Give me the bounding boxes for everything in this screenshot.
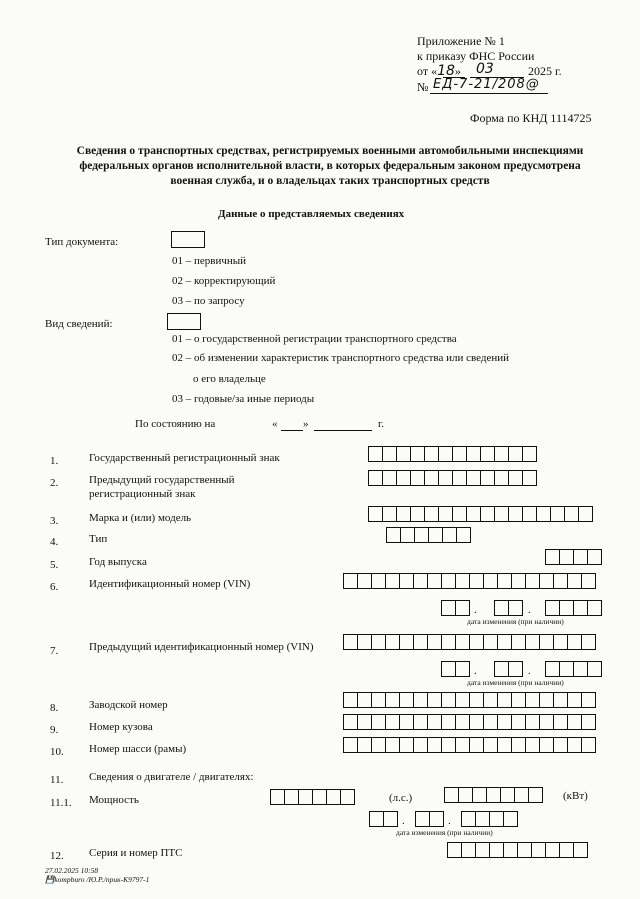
input-cell[interactable] bbox=[553, 714, 568, 730]
input-cell[interactable] bbox=[455, 634, 470, 650]
vin-cells[interactable] bbox=[343, 573, 596, 589]
prev-vin-cells[interactable] bbox=[343, 634, 596, 650]
input-cell[interactable] bbox=[522, 506, 537, 522]
field-label-power: Мощность bbox=[89, 794, 139, 806]
input-cell[interactable] bbox=[494, 661, 509, 677]
field-label-prev-plate: Предыдущий государственный bbox=[89, 474, 235, 486]
input-cell[interactable] bbox=[326, 789, 341, 805]
input-cell[interactable] bbox=[357, 692, 372, 708]
input-cell[interactable] bbox=[494, 446, 509, 462]
input-cell[interactable] bbox=[497, 714, 512, 730]
input-cell[interactable] bbox=[539, 573, 554, 589]
input-cell[interactable] bbox=[455, 661, 470, 677]
input-cell[interactable] bbox=[415, 811, 430, 827]
input-cell[interactable] bbox=[424, 506, 439, 522]
input-cell[interactable] bbox=[427, 634, 442, 650]
field-label-make-model: Марка и (или) модель bbox=[89, 512, 192, 524]
change-date-note: дата изменения (при наличии) bbox=[396, 828, 493, 837]
field-label-factory-number: Заводской номер bbox=[89, 699, 168, 711]
input-cell[interactable] bbox=[536, 506, 551, 522]
input-cell[interactable] bbox=[455, 600, 470, 616]
power-change-year[interactable] bbox=[461, 811, 518, 827]
input-cell[interactable] bbox=[480, 446, 495, 462]
input-cell[interactable] bbox=[573, 842, 588, 858]
as-of-year-suffix: г. bbox=[378, 418, 385, 430]
input-cell[interactable] bbox=[357, 714, 372, 730]
input-cell[interactable] bbox=[539, 634, 554, 650]
input-cell[interactable] bbox=[539, 737, 554, 753]
input-cell[interactable] bbox=[385, 714, 400, 730]
input-cell[interactable] bbox=[298, 789, 313, 805]
input-cell[interactable] bbox=[489, 842, 504, 858]
pts-cells[interactable] bbox=[447, 842, 588, 858]
input-cell[interactable] bbox=[400, 527, 415, 543]
input-cell[interactable] bbox=[452, 446, 467, 462]
input-cell[interactable] bbox=[553, 692, 568, 708]
input-cell[interactable] bbox=[424, 470, 439, 486]
input-cell[interactable] bbox=[587, 661, 602, 677]
input-cell[interactable] bbox=[385, 634, 400, 650]
form-code: Форма по КНД 1114725 bbox=[470, 111, 592, 125]
footer-file bbox=[45, 875, 149, 885]
input-cell[interactable] bbox=[456, 527, 471, 543]
input-cell[interactable] bbox=[511, 692, 526, 708]
vin-change-month[interactable] bbox=[494, 600, 523, 616]
input-cell[interactable] bbox=[424, 446, 439, 462]
input-cell[interactable] bbox=[461, 811, 476, 827]
input-cell[interactable] bbox=[503, 842, 518, 858]
input-cell[interactable] bbox=[427, 737, 442, 753]
power-kw-cells[interactable] bbox=[444, 787, 543, 803]
input-cell[interactable] bbox=[368, 506, 383, 522]
input-cell[interactable] bbox=[414, 527, 429, 543]
input-cell[interactable] bbox=[343, 634, 358, 650]
input-cell[interactable] bbox=[343, 714, 358, 730]
input-cell[interactable] bbox=[396, 506, 411, 522]
input-cell[interactable] bbox=[587, 549, 602, 565]
input-cell[interactable] bbox=[539, 692, 554, 708]
input-cell[interactable] bbox=[531, 842, 546, 858]
input-cell[interactable] bbox=[357, 573, 372, 589]
input-cell[interactable] bbox=[413, 692, 428, 708]
input-cell[interactable] bbox=[427, 573, 442, 589]
input-cell[interactable] bbox=[461, 842, 476, 858]
input-cell[interactable] bbox=[578, 506, 593, 522]
info-type-label: Вид сведений: bbox=[45, 318, 113, 330]
input-cell[interactable] bbox=[545, 842, 560, 858]
input-cell[interactable] bbox=[489, 811, 504, 827]
date-close: » bbox=[454, 64, 461, 78]
input-cell[interactable] bbox=[497, 692, 512, 708]
input-cell[interactable] bbox=[343, 573, 358, 589]
input-cell[interactable] bbox=[573, 661, 588, 677]
input-cell[interactable] bbox=[511, 573, 526, 589]
input-cell[interactable] bbox=[413, 634, 428, 650]
input-cell[interactable] bbox=[357, 634, 372, 650]
input-cell[interactable] bbox=[441, 573, 456, 589]
input-cell[interactable] bbox=[441, 737, 456, 753]
order-number: ЕД-7-21/208@ bbox=[433, 77, 540, 92]
input-cell[interactable] bbox=[371, 573, 386, 589]
input-cell[interactable] bbox=[385, 692, 400, 708]
input-cell[interactable] bbox=[503, 811, 518, 827]
input-cell[interactable] bbox=[469, 737, 484, 753]
input-cell[interactable] bbox=[382, 446, 397, 462]
input-cell[interactable] bbox=[444, 787, 459, 803]
input-cell[interactable] bbox=[483, 737, 498, 753]
doc-type-option: 02 – корректирующий bbox=[172, 275, 276, 287]
input-cell[interactable] bbox=[522, 446, 537, 462]
input-cell[interactable] bbox=[413, 714, 428, 730]
input-cell[interactable] bbox=[480, 506, 495, 522]
disk-icon: 💾 bbox=[45, 875, 55, 884]
input-cell[interactable] bbox=[508, 506, 523, 522]
as-of-day-line[interactable] bbox=[281, 430, 303, 431]
prev-vin-change-year[interactable] bbox=[545, 661, 602, 677]
input-cell[interactable] bbox=[466, 506, 481, 522]
input-cell[interactable] bbox=[399, 737, 414, 753]
input-cell[interactable] bbox=[371, 737, 386, 753]
input-cell[interactable] bbox=[368, 470, 383, 486]
input-cell[interactable] bbox=[396, 446, 411, 462]
field-number: 12. bbox=[50, 850, 64, 862]
input-cell[interactable] bbox=[525, 573, 540, 589]
input-cell[interactable] bbox=[410, 506, 425, 522]
power-hp-cells[interactable] bbox=[270, 789, 355, 805]
input-cell[interactable] bbox=[567, 714, 582, 730]
input-cell[interactable] bbox=[399, 573, 414, 589]
input-cell[interactable] bbox=[545, 600, 560, 616]
input-cell[interactable] bbox=[428, 527, 443, 543]
input-cell[interactable] bbox=[452, 506, 467, 522]
input-cell[interactable] bbox=[581, 634, 596, 650]
input-cell[interactable] bbox=[455, 737, 470, 753]
input-cell[interactable] bbox=[371, 634, 386, 650]
input-cell[interactable] bbox=[458, 787, 473, 803]
input-cell[interactable] bbox=[357, 737, 372, 753]
input-cell[interactable] bbox=[486, 787, 501, 803]
field-label-prev-plate-cont: регистрационный знак bbox=[89, 488, 196, 500]
input-cell[interactable] bbox=[382, 470, 397, 486]
input-cell[interactable] bbox=[385, 573, 400, 589]
doc-type-label: Тип документа: bbox=[45, 236, 119, 248]
chassis-number-cells[interactable] bbox=[343, 737, 596, 753]
input-cell[interactable] bbox=[497, 634, 512, 650]
input-cell[interactable] bbox=[587, 600, 602, 616]
input-cell[interactable] bbox=[475, 811, 490, 827]
field-label-pts: Серия и номер ПТС bbox=[89, 847, 183, 859]
input-cell[interactable] bbox=[427, 714, 442, 730]
footer-file-path: kompburo /Ю.Р./прик-К9797-1 bbox=[54, 875, 150, 884]
field-number: 3. bbox=[50, 515, 59, 527]
input-cell[interactable] bbox=[441, 692, 456, 708]
input-cell[interactable] bbox=[539, 714, 554, 730]
input-cell[interactable] bbox=[508, 600, 523, 616]
input-cell[interactable] bbox=[497, 573, 512, 589]
field-number: 7. bbox=[50, 645, 59, 657]
field-label-vin: Идентификационный номер (VIN) bbox=[89, 578, 251, 590]
field-number: 9. bbox=[50, 724, 59, 736]
field-label-chassis-number: Номер шасси (рамы) bbox=[89, 743, 187, 755]
as-of-month-line[interactable] bbox=[314, 430, 372, 431]
input-cell[interactable] bbox=[497, 737, 512, 753]
input-cell[interactable] bbox=[284, 789, 299, 805]
date-prefix: от « bbox=[417, 64, 438, 78]
plate-cells[interactable] bbox=[368, 446, 537, 462]
input-cell[interactable] bbox=[385, 737, 400, 753]
input-cell[interactable] bbox=[438, 470, 453, 486]
input-cell[interactable] bbox=[494, 470, 509, 486]
input-cell[interactable] bbox=[480, 470, 495, 486]
input-cell[interactable] bbox=[413, 573, 428, 589]
input-cell[interactable] bbox=[525, 692, 540, 708]
input-cell[interactable] bbox=[483, 714, 498, 730]
input-cell[interactable] bbox=[455, 692, 470, 708]
prev-vin-change-day[interactable] bbox=[441, 661, 470, 677]
info-type-option: 03 – годовые/за иные периоды bbox=[172, 393, 315, 405]
input-cell[interactable] bbox=[500, 787, 515, 803]
input-cell[interactable] bbox=[340, 789, 355, 805]
change-date-note: дата изменения (при наличии) bbox=[467, 617, 564, 626]
field-label-type: Тип bbox=[89, 533, 108, 545]
as-of-open-quote: « bbox=[272, 418, 278, 430]
input-cell[interactable] bbox=[447, 842, 462, 858]
input-cell[interactable] bbox=[528, 787, 543, 803]
input-cell[interactable] bbox=[564, 506, 579, 522]
input-cell[interactable] bbox=[469, 634, 484, 650]
input-cell[interactable] bbox=[514, 787, 529, 803]
input-cell[interactable] bbox=[508, 661, 523, 677]
input-cell[interactable] bbox=[312, 789, 327, 805]
power-kw-unit: (кВт) bbox=[563, 790, 588, 802]
field-number: 10. bbox=[50, 746, 64, 758]
input-cell[interactable] bbox=[517, 842, 532, 858]
input-cell[interactable] bbox=[553, 737, 568, 753]
input-cell[interactable] bbox=[567, 573, 582, 589]
input-cell[interactable] bbox=[369, 811, 384, 827]
input-cell[interactable] bbox=[382, 506, 397, 522]
input-cell[interactable] bbox=[466, 446, 481, 462]
info-type-option: 02 – об изменении характеристик транспортного средства или сведений bbox=[172, 352, 510, 364]
doc-type-box[interactable] bbox=[171, 231, 205, 248]
input-cell[interactable] bbox=[573, 549, 588, 565]
input-cell[interactable] bbox=[581, 573, 596, 589]
body-number-cells[interactable] bbox=[343, 714, 596, 730]
input-cell[interactable] bbox=[525, 714, 540, 730]
as-of-close-quote: » bbox=[303, 418, 309, 430]
input-cell[interactable] bbox=[469, 714, 484, 730]
year-cells[interactable] bbox=[545, 549, 602, 565]
input-cell[interactable] bbox=[494, 506, 509, 522]
field-label-body-number: Номер кузова bbox=[89, 721, 153, 733]
input-cell[interactable] bbox=[396, 470, 411, 486]
input-cell[interactable] bbox=[386, 527, 401, 543]
info-type-option-cont: о его владельце bbox=[193, 373, 266, 385]
input-cell[interactable] bbox=[559, 549, 574, 565]
date-day: 18 bbox=[437, 63, 455, 79]
factory-number-cells[interactable] bbox=[343, 692, 596, 708]
input-cell[interactable] bbox=[441, 714, 456, 730]
input-cell[interactable] bbox=[559, 661, 574, 677]
input-cell[interactable] bbox=[371, 714, 386, 730]
input-cell[interactable] bbox=[410, 446, 425, 462]
input-cell[interactable] bbox=[441, 634, 456, 650]
input-cell[interactable] bbox=[525, 737, 540, 753]
input-cell[interactable] bbox=[343, 692, 358, 708]
input-cell[interactable] bbox=[399, 634, 414, 650]
section-subtitle: Данные о представляемых сведениях bbox=[218, 208, 405, 220]
field-number: 1. bbox=[50, 455, 59, 467]
input-cell[interactable] bbox=[511, 737, 526, 753]
field-label-prev-vin: Предыдущий идентификационный номер (VIN) bbox=[89, 641, 314, 653]
vin-change-day[interactable] bbox=[441, 600, 470, 616]
input-cell[interactable] bbox=[455, 714, 470, 730]
input-cell[interactable] bbox=[438, 506, 453, 522]
input-cell[interactable] bbox=[442, 527, 457, 543]
info-type-option: 01 – о государственной регистрации транспортного средства bbox=[172, 333, 457, 345]
prev-vin-change-month[interactable] bbox=[494, 661, 523, 677]
type-cells[interactable] bbox=[386, 527, 471, 543]
field-number: 8. bbox=[50, 702, 59, 714]
input-cell[interactable] bbox=[553, 573, 568, 589]
field-label-year: Год выпуска bbox=[89, 556, 147, 568]
input-cell[interactable] bbox=[559, 600, 574, 616]
field-number: 5. bbox=[50, 559, 59, 571]
input-cell[interactable] bbox=[368, 446, 383, 462]
order-label: к приказу ФНС России bbox=[417, 49, 535, 63]
document-title: Сведения о транспортных средствах, регистрируемых военными автомобильными инспекциями федеральных органов исполнительной власти, в которых федеральным законом предусмотрена военная служба, и о владельцах таких транспортных средств bbox=[76, 145, 584, 187]
input-cell[interactable] bbox=[559, 842, 574, 858]
change-date-note: дата изменения (при наличии) bbox=[467, 678, 564, 687]
input-cell[interactable] bbox=[483, 692, 498, 708]
vin-change-year[interactable] bbox=[545, 600, 602, 616]
input-cell[interactable] bbox=[567, 634, 582, 650]
field-number: 11.1. bbox=[50, 797, 72, 809]
input-cell[interactable] bbox=[567, 737, 582, 753]
input-cell[interactable] bbox=[438, 446, 453, 462]
power-hp-unit: (л.с.) bbox=[389, 792, 413, 804]
input-cell[interactable] bbox=[545, 661, 560, 677]
power-change-month[interactable] bbox=[415, 811, 444, 827]
as-of-label: По состоянию на bbox=[135, 418, 216, 430]
input-cell[interactable] bbox=[455, 573, 470, 589]
input-cell[interactable] bbox=[511, 714, 526, 730]
footer-timestamp: 27.02.2025 10:58 bbox=[45, 866, 99, 875]
input-cell[interactable] bbox=[550, 506, 565, 522]
input-cell[interactable] bbox=[410, 470, 425, 486]
input-cell[interactable] bbox=[581, 737, 596, 753]
power-change-day[interactable] bbox=[369, 811, 398, 827]
input-cell[interactable] bbox=[522, 470, 537, 486]
input-cell[interactable] bbox=[452, 470, 467, 486]
input-cell[interactable] bbox=[573, 600, 588, 616]
input-cell[interactable] bbox=[581, 692, 596, 708]
input-cell[interactable] bbox=[427, 692, 442, 708]
input-cell[interactable] bbox=[483, 634, 498, 650]
input-cell[interactable] bbox=[343, 737, 358, 753]
input-cell[interactable] bbox=[466, 470, 481, 486]
input-cell[interactable] bbox=[483, 573, 498, 589]
number-prefix: № bbox=[417, 80, 429, 94]
input-cell[interactable] bbox=[270, 789, 285, 805]
input-cell[interactable] bbox=[399, 714, 414, 730]
doc-type-option: 01 – первичный bbox=[172, 255, 247, 267]
date-month: 03 bbox=[476, 61, 494, 77]
input-cell[interactable] bbox=[475, 842, 490, 858]
field-number: 6. bbox=[50, 581, 59, 593]
field-number: 4. bbox=[50, 536, 59, 548]
input-cell[interactable] bbox=[429, 811, 444, 827]
input-cell[interactable] bbox=[469, 692, 484, 708]
input-cell[interactable] bbox=[545, 549, 560, 565]
input-cell[interactable] bbox=[469, 573, 484, 589]
input-cell[interactable] bbox=[441, 600, 456, 616]
make-model-cells[interactable] bbox=[368, 506, 593, 522]
input-cell[interactable] bbox=[441, 661, 456, 677]
input-cell[interactable] bbox=[525, 634, 540, 650]
input-cell[interactable] bbox=[511, 634, 526, 650]
input-cell[interactable] bbox=[494, 600, 509, 616]
input-cell[interactable] bbox=[553, 634, 568, 650]
input-cell[interactable] bbox=[508, 470, 523, 486]
input-cell[interactable] bbox=[413, 737, 428, 753]
input-cell[interactable] bbox=[399, 692, 414, 708]
date-year: 2025 г. bbox=[528, 64, 562, 78]
field-label-plate: Государственный регистрационный знак bbox=[89, 452, 280, 464]
input-cell[interactable] bbox=[371, 692, 386, 708]
field-number: 2. bbox=[50, 477, 59, 489]
input-cell[interactable] bbox=[472, 787, 487, 803]
prev-plate-cells[interactable] bbox=[368, 470, 537, 486]
input-cell[interactable] bbox=[567, 692, 582, 708]
field-number: 11. bbox=[50, 774, 64, 786]
input-cell[interactable] bbox=[508, 446, 523, 462]
input-cell[interactable] bbox=[383, 811, 398, 827]
field-label-engine: Сведения о двигателе / двигателях: bbox=[89, 771, 254, 783]
input-cell[interactable] bbox=[581, 714, 596, 730]
doc-type-option: 03 – по запросу bbox=[172, 295, 245, 307]
info-type-box[interactable] bbox=[167, 313, 201, 330]
appendix-label: Приложение № 1 bbox=[417, 34, 505, 48]
